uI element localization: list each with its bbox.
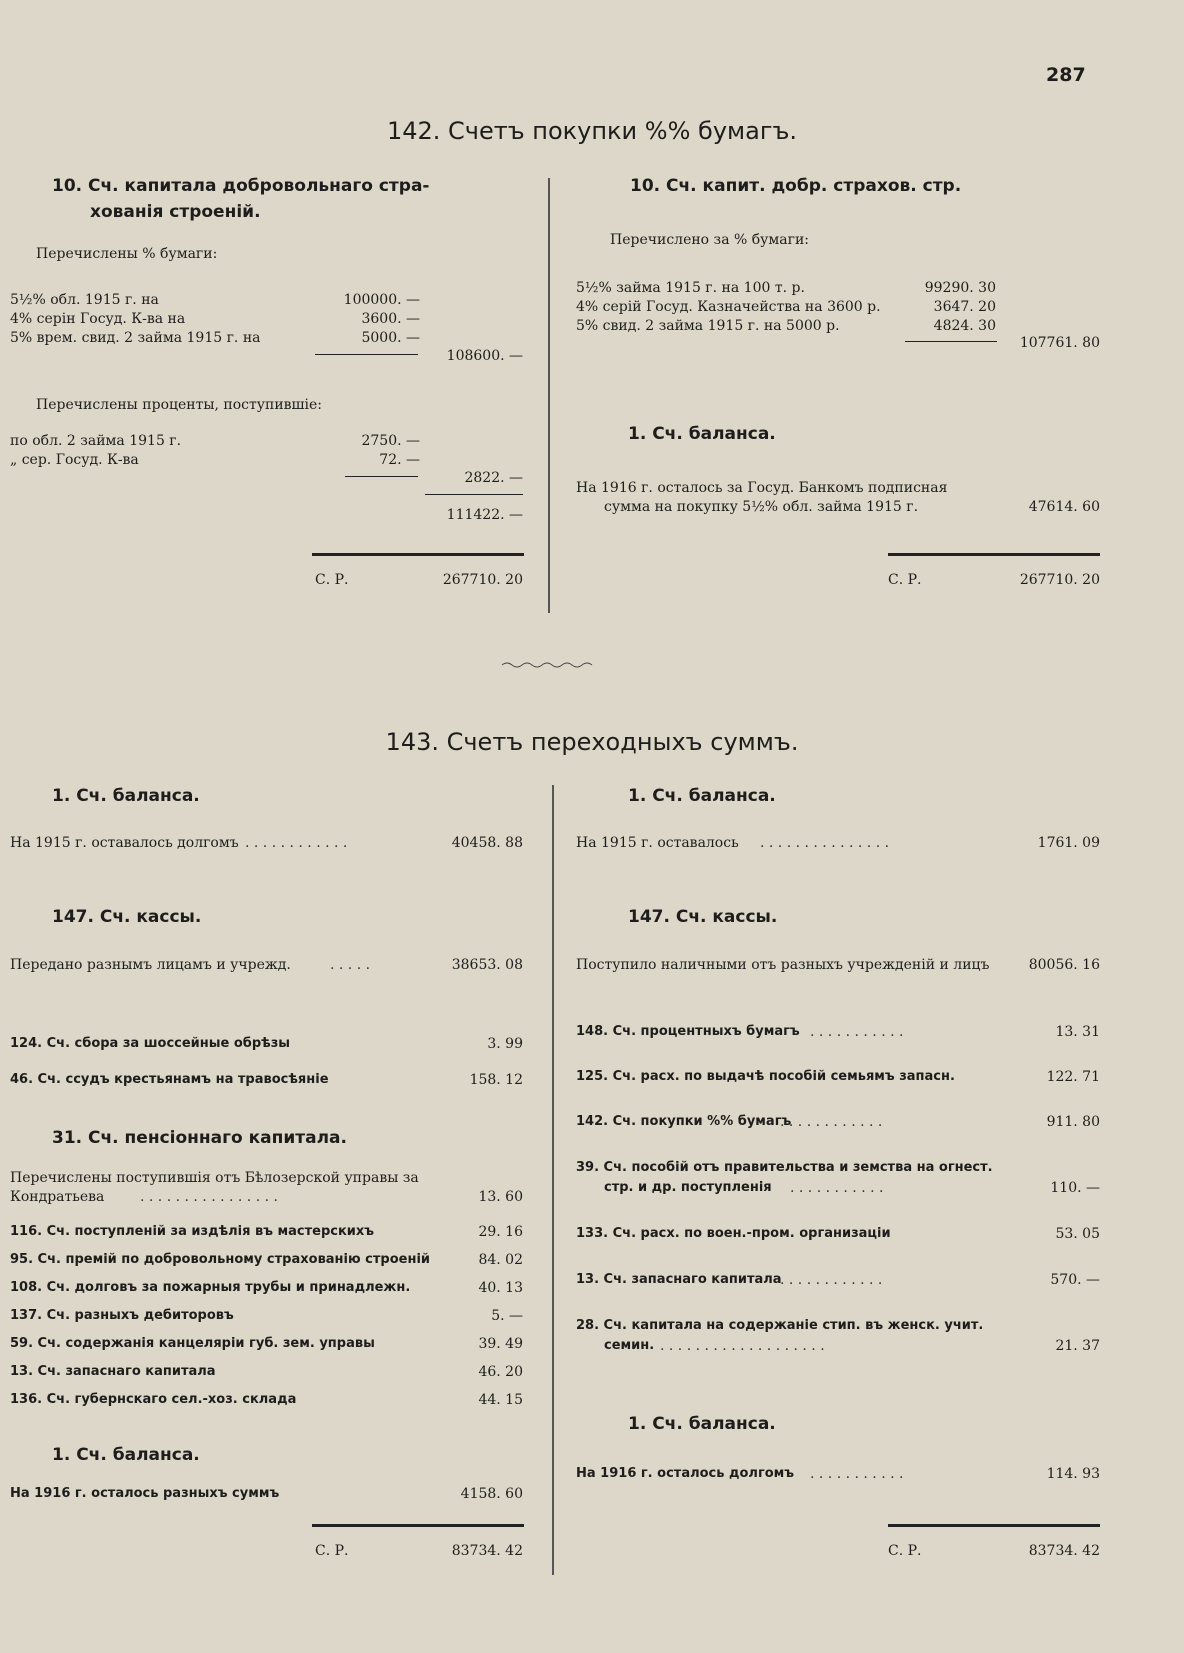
left-143-balance2-amount: 4158. 60 bbox=[460, 1486, 523, 1502]
left-143-row-amount: 46. 20 bbox=[478, 1364, 523, 1380]
double-rule bbox=[312, 553, 524, 556]
rule bbox=[425, 494, 523, 495]
right-143-kassa-amount: 80056. 16 bbox=[1028, 957, 1100, 973]
rule bbox=[315, 354, 418, 355]
left-143-row-label: 95. Сч. премій по добровольному страхованію строеній bbox=[10, 1252, 431, 1267]
rule bbox=[345, 476, 418, 477]
left-143-row-amount: 5. — bbox=[491, 1308, 523, 1324]
left-142-row-amount: 2750. — bbox=[361, 433, 420, 449]
left-143-misc-amount: 3. 99 bbox=[487, 1036, 523, 1052]
left-143-row-label: 137. Сч. разныхъ дебиторовъ bbox=[10, 1308, 234, 1323]
right-143-row-label: 133. Сч. расх. по воен.-пром. организаціи bbox=[576, 1226, 891, 1241]
right-142-sr-label: С. Р. bbox=[888, 572, 922, 588]
left-143-row-amount: 29. 16 bbox=[478, 1224, 523, 1240]
right-143-balance2-amount: 114. 93 bbox=[1046, 1466, 1100, 1482]
right-143-row39-amount: 110. — bbox=[1050, 1180, 1100, 1196]
left-142-subtotal-1: 108600. — bbox=[446, 348, 523, 364]
leader-dots: . . . . . . . . . . . . . . . . bbox=[140, 1189, 278, 1205]
section-142-title: 142. Счетъ покупки %% бумагъ. bbox=[386, 117, 798, 145]
left-142-row-label: по обл. 2 займа 1915 г. bbox=[10, 433, 182, 449]
right-143-row28-b: семин. bbox=[604, 1338, 655, 1353]
right-143-balance-label: На 1915 г. оставалось bbox=[576, 835, 739, 851]
left-143-pension-b: Кондратьева bbox=[10, 1189, 105, 1205]
left-142-row-label: 4% серін Госуд. К-ва на bbox=[10, 311, 186, 327]
right-143-row-amount: 53. 05 bbox=[1055, 1226, 1100, 1242]
left-142-row-amount: 3600. — bbox=[361, 311, 420, 327]
leader-dots: . . . . . . . . . . . bbox=[810, 1024, 904, 1040]
leader-dots: . . . . . . . . . . . . bbox=[780, 1114, 883, 1130]
right-142-subtotal-1: 107761. 80 bbox=[1019, 335, 1100, 351]
leader-dots: . . . . . . . . . . . . . . . . . . . bbox=[660, 1338, 825, 1354]
left-143-balance2-label: На 1916 г. осталось разныхъ суммъ bbox=[10, 1486, 280, 1501]
left-143-head-balance: 1. Сч. баланса. bbox=[52, 786, 200, 806]
left-142-head-1: 10. Сч. капитала добровольнаго стра- bbox=[52, 176, 430, 196]
right-142-row-label: 5% свид. 2 займа 1915 г. на 5000 р. bbox=[576, 318, 840, 334]
left-143-misc-label: 124. Сч. сбора за шоссейные обрѣзы bbox=[10, 1036, 291, 1051]
leader-dots: . . . . . bbox=[330, 957, 371, 973]
left-143-row-amount: 84. 02 bbox=[478, 1252, 523, 1268]
right-143-row28-a: 28. Сч. капитала на содержаніе стип. въ женск. учит. bbox=[576, 1318, 984, 1333]
right-143-row-label: 125. Сч. расх. по выдачѣ пособій семьямъ запасн. bbox=[576, 1069, 955, 1084]
left-142-row-label: „ сер. Госуд. К-ва bbox=[10, 452, 139, 468]
page-number: 287 bbox=[1046, 64, 1086, 86]
section-143-title: 143. Счетъ переходныхъ суммъ. bbox=[385, 728, 799, 756]
leader-dots: . . . . . . . . . . . . . . . bbox=[760, 835, 890, 851]
left-143-row-label: 108. Сч. долговъ за пожарныя трубы и принадлежн. bbox=[10, 1280, 411, 1295]
left-143-sr-label: С. Р. bbox=[315, 1543, 349, 1559]
left-142-subtotal-2: 2822. — bbox=[464, 470, 523, 486]
right-143-row-label: 148. Сч. процентныхъ бумагъ bbox=[576, 1024, 800, 1039]
right-142-row-amount: 3647. 20 bbox=[933, 299, 996, 315]
left-143-misc-amount: 158. 12 bbox=[469, 1072, 523, 1088]
right-142-row-label: 4% серій Госуд. Казначейства на 3600 р. bbox=[576, 299, 881, 315]
right-143-row28-amount: 21. 37 bbox=[1055, 1338, 1100, 1354]
left-142-head-2: хованія строеній. bbox=[90, 202, 261, 222]
right-143-balance2-label: На 1916 г. осталось долгомъ bbox=[576, 1466, 795, 1481]
right-142-head-1: 10. Сч. капит. добр. страхов. стр. bbox=[630, 176, 962, 196]
left-143-misc-label: 46. Сч. ссудъ крестьянамъ на травосѣяніе bbox=[10, 1072, 329, 1087]
left-143-row-amount: 40. 13 bbox=[478, 1280, 523, 1296]
right-143-row-amount: 911. 80 bbox=[1046, 1114, 1100, 1130]
right-143-sr-amount: 83734. 42 bbox=[1028, 1543, 1100, 1559]
right-142-sub-1: Перечислено за % бумаги: bbox=[610, 232, 810, 248]
left-142-row-label: 5½% обл. 1915 г. на bbox=[10, 292, 159, 308]
left-143-balance-amount: 40458. 88 bbox=[451, 835, 523, 851]
leader-dots: . . . . . . . . . . . bbox=[790, 1180, 884, 1196]
left-143-sr-amount: 83734. 42 bbox=[451, 1543, 523, 1559]
left-143-head-balance-2: 1. Сч. баланса. bbox=[52, 1445, 200, 1465]
left-143-row-label: 136. Сч. губернскаго сел.-хоз. склада bbox=[10, 1392, 297, 1407]
left-142-row-amount: 100000. — bbox=[343, 292, 420, 308]
double-rule bbox=[888, 1524, 1100, 1527]
left-142-total: 111422. — bbox=[446, 507, 523, 523]
right-143-row-amount: 13. 31 bbox=[1055, 1024, 1100, 1040]
column-divider bbox=[548, 178, 550, 613]
right-143-row-label: 142. Сч. покупки %% бумагъ bbox=[576, 1114, 792, 1129]
right-143-row39-b: стр. и др. поступленія bbox=[604, 1180, 772, 1195]
leader-dots: . . . . . . . . . . . . bbox=[780, 1272, 883, 1288]
left-143-kassa-label: Передано разнымъ лицамъ и учрежд. bbox=[10, 957, 291, 973]
right-143-row-amount: 570. — bbox=[1050, 1272, 1100, 1288]
left-143-row-amount: 39. 49 bbox=[478, 1336, 523, 1352]
left-143-row-label: 116. Сч. поступленій за издѣлія въ мастерскихъ bbox=[10, 1224, 375, 1239]
right-142-amount-2: 47614. 60 bbox=[1028, 499, 1100, 515]
left-143-head-pension: 31. Сч. пенсіоннаго капитала. bbox=[52, 1128, 347, 1148]
left-142-row-label: 5% врем. свид. 2 займа 1915 г. на bbox=[10, 330, 261, 346]
double-rule bbox=[312, 1524, 524, 1527]
left-142-row-amount: 5000. — bbox=[361, 330, 420, 346]
right-142-head-2: 1. Сч. баланса. bbox=[628, 424, 776, 444]
left-142-row-amount: 72. — bbox=[379, 452, 420, 468]
left-143-pension-amount: 13. 60 bbox=[478, 1189, 523, 1205]
right-142-sr-amount: 267710. 20 bbox=[1019, 572, 1100, 588]
left-143-row-amount: 44. 15 bbox=[478, 1392, 523, 1408]
left-143-kassa-amount: 38653. 08 bbox=[451, 957, 523, 973]
right-142-row-label: 5½% займа 1915 г. на 100 т. р. bbox=[576, 280, 805, 296]
right-143-head-balance-2: 1. Сч. баланса. bbox=[628, 1414, 776, 1434]
right-142-row-amount: 4824. 30 bbox=[933, 318, 996, 334]
right-143-head-kassa: 147. Сч. кассы. bbox=[628, 907, 778, 927]
left-143-balance-label: На 1915 г. оставалось долгомъ bbox=[10, 835, 239, 851]
leader-dots: . . . . . . . . . . . bbox=[810, 1466, 904, 1482]
right-143-balance-amount: 1761. 09 bbox=[1037, 835, 1100, 851]
left-143-row-label: 13. Сч. запаснаго капитала bbox=[10, 1364, 216, 1379]
double-rule bbox=[888, 553, 1100, 556]
right-143-head-balance: 1. Сч. баланса. bbox=[628, 786, 776, 806]
left-143-head-kassa: 147. Сч. кассы. bbox=[52, 907, 202, 927]
left-142-sr-label: С. Р. bbox=[315, 572, 349, 588]
right-143-kassa-label: Поступило наличными отъ разныхъ учрежденій и лицъ bbox=[576, 957, 990, 973]
right-142-text-2a: На 1916 г. осталось за Госуд. Банкомъ подписная bbox=[576, 480, 948, 496]
rule bbox=[905, 341, 997, 342]
left-143-row-label: 59. Сч. содержанія канцеляріи губ. зем. управы bbox=[10, 1336, 375, 1351]
left-142-sub-1: Перечислены % бумаги: bbox=[36, 246, 218, 262]
column-divider bbox=[552, 785, 554, 1575]
leader-dots: . . . . . . . . . . . . bbox=[245, 835, 348, 851]
right-142-text-2b: сумма на покупку 5½% обл. займа 1915 г. bbox=[604, 499, 919, 515]
left-142-sr-amount: 267710. 20 bbox=[442, 572, 523, 588]
left-142-sub-2: Перечислены проценты, поступившіе: bbox=[36, 397, 323, 413]
right-143-row-label: 13. Сч. запаснаго капитала bbox=[576, 1272, 782, 1287]
left-143-pension-a: Перечислены поступившія отъ Бѣлозерской управы за bbox=[10, 1170, 419, 1186]
right-143-sr-label: С. Р. bbox=[888, 1543, 922, 1559]
right-143-row39-a: 39. Сч. пособій отъ правительства и земства на огнест. bbox=[576, 1160, 993, 1175]
right-142-row-amount: 99290. 30 bbox=[924, 280, 996, 296]
right-143-row-amount: 122. 71 bbox=[1046, 1069, 1100, 1085]
wave-ornament bbox=[500, 660, 600, 670]
